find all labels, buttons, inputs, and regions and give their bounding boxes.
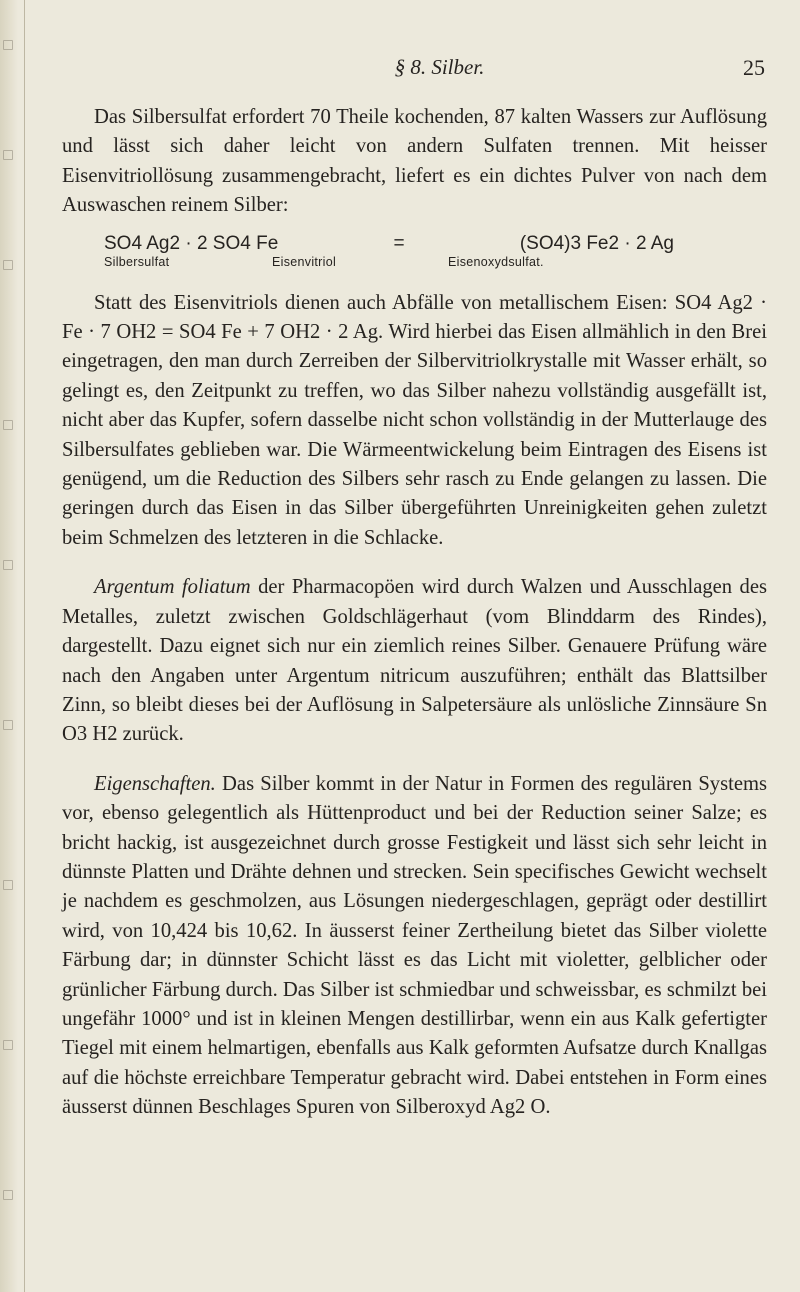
- paragraph-eigenschaften: [62, 770, 767, 1123]
- gutter-mark: [3, 150, 13, 160]
- paragraph-silbersulfat: Das Silbersulfat erfordert 70 Theile kochenden, 87 kalten Wassers zur Auflösung und lässt sich daher leicht von andern Sulfaten trennen. Mit heisser Eisenvitriollösung zusammengebracht, liefert es ein dichtes Pulver von nach dem Auswaschen reinem Silber:: [62, 106, 767, 217]
- formula-label: Eisenoxydsulfat.: [448, 254, 544, 269]
- formula-label: Silbersulfat: [104, 254, 170, 269]
- running-header: [112, 55, 767, 89]
- gutter-mark: [3, 40, 13, 50]
- paragraph-body: der Pharmacopöen wird durch Walzen und Ausschlagen des Metalles, zuletzt zwischen Goldschlägerhaut (vom Blinddarm des Rindes), dargestellt. Dazu eignet sich nur ein ziemlich reines Silber. Genauere Prüfung wäre nach den Angaben unter Argentum nitricum auszuführen; enthält das Blattsilber Zinn, so bleibt dieses bei der Auflösung in Salpetersäure als unlösliche Zinnsäure Sn O3 H2 zurück.: [62, 576, 767, 746]
- gutter-mark: [3, 720, 13, 730]
- gutter-mark: [3, 560, 13, 570]
- gutter-mark: [3, 1190, 13, 1200]
- formula-left: SO4 Ag2 · 2 SO4 Fe: [104, 232, 279, 254]
- formula-right: (SO4)3 Fe2 · 2 Ag: [519, 232, 674, 254]
- binding-edge: [24, 0, 25, 1292]
- paragraph-argentum-foliatum: [62, 573, 767, 749]
- page-number: 25: [743, 55, 765, 80]
- gutter-mark: [3, 260, 13, 270]
- binding-gutter: [0, 0, 18, 1292]
- paragraph-eisen: Statt des Eisenvitriols dienen auch Abfälle von metallischem Eisen: SO4 Ag2 · Fe · 7 OH2 = SO4 Fe + 7 OH2 · 2 Ag. Wird hierbei das Eisen allmählich in den Brei eingetragen, den man durch Zerreiben der Silbervitriolkrystalle mit Wasser erhält, so gelingt es, den Zeitpunkt zu treffen, wo das Silber nahezu vollständig ausgefällt ist, nicht aber das Kupfer, sofern dasselbe nicht schon vollständig in der Mutterlauge des Silbersulfates geblieben war. Die Wärmeentwickelung beim Eintragen des Eisens ist genügend, um die Reduction des Silbers sehr rasch zu Ende gelangen zu lassen. Die geringen durch das Eisen in das Silber übergeführten Unreinigkeiten gehen zuletzt beim Schmelzen des letzteren in die Schlacke.: [62, 291, 767, 549]
- book-page: [62, 55, 767, 1123]
- formula-label: Eisenvitriol: [272, 254, 337, 269]
- paragraph-lead-term: Eigenschaften.: [94, 772, 216, 795]
- paragraph-body: Das Silber kommt in der Natur in Formen des regulären Systems vor, ebenso gelegentlich als Hüttenproduct und bei der Reduction seiner Salze; es bricht hackig, ist ausgezeichnet durch grosse Festigkeit und lässt sich sehr leicht in dünnste Platten und Drähte dehnen und strecken. Sein specifisches Gewicht wechselt je nachdem es geschmolzen, aus Lösungen niedergeschlagen, geprägt oder destillirt wird, von 10,424 bis 10,62. In äusserst feiner Zertheilung bietet das Silber violette Färbung dar; in dünnster Schicht lässt es das Licht mit violetter, gelblicher oder grünlicher Färbung durch. Das Silber ist schmiedbar und schweissbar, es schmilzt bei ungefähr 1000° und ist in kleinen Mengen destillirbar, wenn ein aus Kalk gefertigter Tiegel mit einem helmartigen, ebenfalls aus Kalk geformten Aufsatze durch Knallgas auf die höchste erreichbare Temperatur gebracht wird. Dabei entstehen in Form eines äusserst dünnen Beschlages Spuren von Silberoxyd Ag2 O.: [62, 772, 767, 1119]
- gutter-mark: [3, 420, 13, 430]
- section-title: § 8. Silber.: [394, 55, 485, 79]
- reaction-formula: [104, 233, 674, 255]
- formula-equals: =: [393, 232, 405, 254]
- gutter-mark: [3, 1040, 13, 1050]
- formula-labels: [104, 255, 674, 269]
- gutter-mark: [3, 880, 13, 890]
- paragraph-lead-term: Argentum foliatum: [94, 576, 251, 599]
